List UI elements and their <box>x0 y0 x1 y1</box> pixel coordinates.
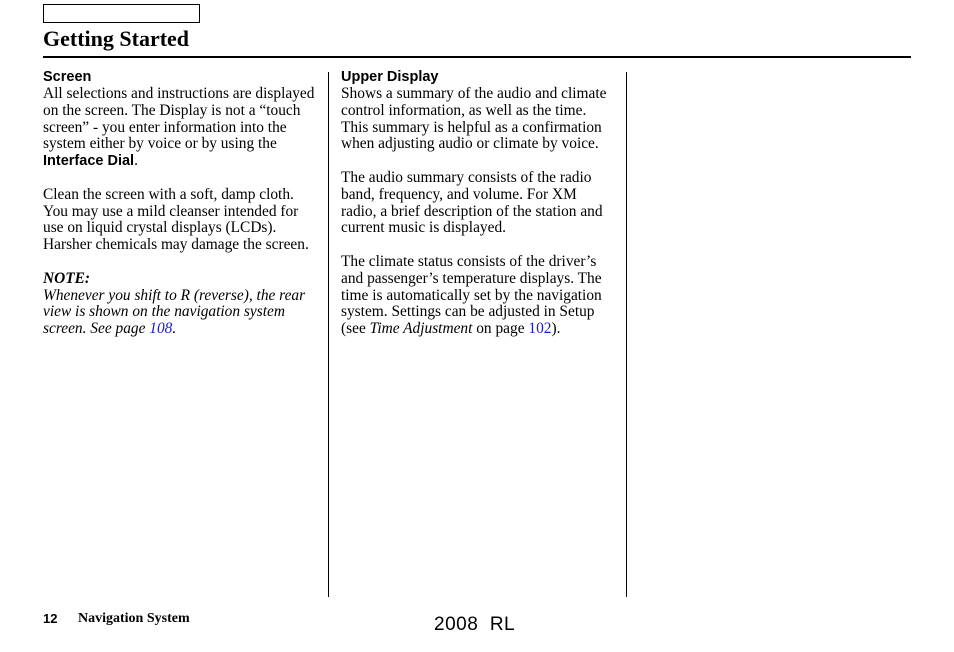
note-text-end: . <box>172 320 177 338</box>
screen-paragraph-1 <box>43 86 318 170</box>
climate-text: The climate status consists of the driver’s and passenger’s temperature displays. The time is automatically set by the navigation system. Settings can be adjusted in Setup (see <box>341 252 602 338</box>
page-title: Getting Started <box>43 26 190 51</box>
page-number: 12 <box>43 611 58 626</box>
screen-heading: Screen <box>43 69 92 85</box>
upper-display-paragraph-1: Shows a summary of the audio and climate control information, as well as the time. This summary is helpful as a confirmation when adjusting audio or climate by voice. <box>341 85 607 153</box>
note-label: NOTE: <box>43 269 91 287</box>
note-text-body: Whenever you shift to R (reverse), the rear view is shown on the navigation system screen. See page <box>43 286 306 338</box>
middle-column <box>341 68 616 355</box>
screen-paragraph-1-text: All selections and instructions are displayed on the screen. The Display is not a “touch screen” - you enter information into the system either by voice or by using the <box>43 85 315 153</box>
note-page-link[interactable]: 108 <box>149 320 173 338</box>
page-102-link[interactable]: 102 <box>528 320 552 338</box>
left-column <box>43 68 318 338</box>
climate-text-end: ). <box>551 320 561 338</box>
screen-paragraph-2: Clean the screen with a soft, damp cloth. You may use a mild cleanser intended for use on liquid crystal displays (LCDs). Harsher chemicals may damage the screen. <box>43 185 309 254</box>
footer-label: Navigation System <box>78 611 190 626</box>
column-divider-2 <box>626 72 627 597</box>
time-adjustment-ref: Time Adjustment <box>369 320 473 338</box>
screen-paragraph-1-end: . <box>134 152 138 170</box>
header-tab-box <box>43 4 200 23</box>
title-rule <box>43 56 911 58</box>
column-divider-1 <box>328 72 329 597</box>
upper-display-paragraph-3 <box>341 254 616 338</box>
note-text <box>43 288 318 338</box>
upper-display-heading: Upper Display <box>341 69 439 85</box>
upper-display-paragraph-2: The audio summary consists of the radio band, frequency, and volume. For XM radio, a brief description of the station and current music is displayed. <box>341 168 603 237</box>
interface-dial-term: Interface Dial <box>43 153 135 170</box>
on-page-text: on page <box>472 320 529 338</box>
model-label: 2008 RL <box>434 614 516 635</box>
